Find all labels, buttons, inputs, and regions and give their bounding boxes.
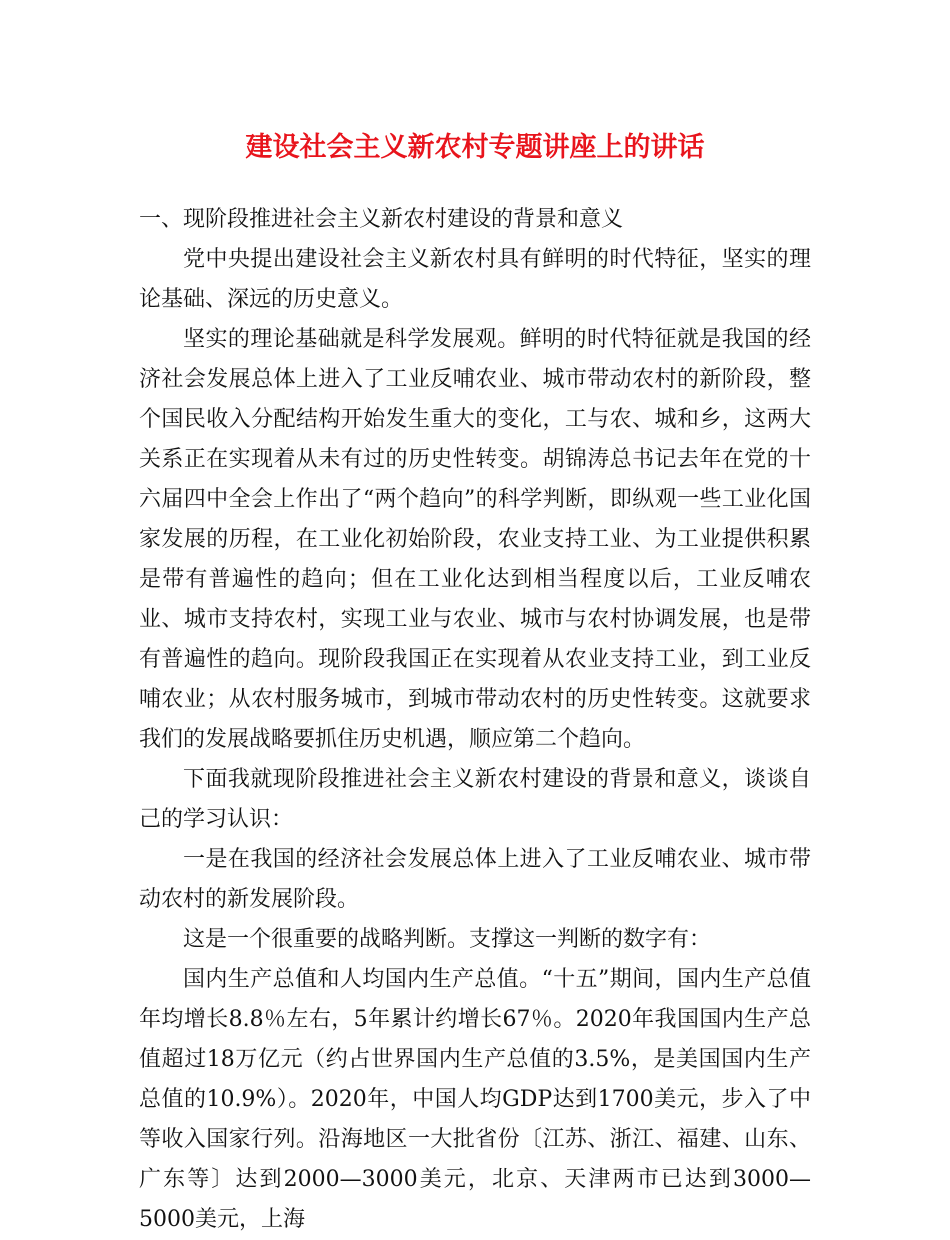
section-heading: 一、现阶段推进社会主义新农村建设的背景和意义: [139, 207, 624, 232]
paragraph: 国内生产总值和人均国内生产总值。“十五”期间，国内生产总值年均增长8.8％左右，5年累计约增长67％。2020年我国国内生产总值超过18万亿元（约占世界国内生产总值的3.5%，是美国国内生产总值的10.9%）。2020年，中国人均GDP达到1700美元，步入了中等收入国家行列。沿海地区一大批省份〔江苏、浙江、福建、山东、广东等〕达到2000—3000美元，北京、天津两市已达到3000—5000美元，上海: [139, 967, 811, 1232]
paragraph: 下面我就现阶段推进社会主义新农村建设的背景和意义，谈谈自己的学习认识：: [139, 767, 811, 832]
document-body: [139, 200, 811, 1240]
paragraph: 党中央提出建设社会主义新农村具有鲜明的时代特征，坚实的理论基础、深远的历史意义。: [139, 247, 811, 312]
document-title: 建设社会主义新农村专题讲座上的讲话: [245, 132, 705, 163]
paragraph: 这是一个很重要的战略判断。支撑这一判断的数字有：: [183, 927, 712, 952]
paragraph: 坚实的理论基础就是科学发展观。鲜明的时代特征就是我国的经济社会发展总体上进入了工业反哺农业、城市带动农村的新阶段，整个国民收入分配结构开始发生重大的变化，工与农、城和乡，这两大关系正在实现着从未有过的历史性转变。胡锦涛总书记去年在党的十六届四中全会上作出了“两个趋向”的科学判断，即纵观一些工业化国家发展的历程，在工业化初始阶段，农业支持工业、为工业提供积累是带有普遍性的趋向；但在工业化达到相当程度以后，工业反哺农业、城市支持农村，实现工业与农业、城市与农村协调发展，也是带有普遍性的趋向。现阶段我国正在实现着从农业支持工业，到工业反哺农业；从农村服务城市，到城市带动农村的历史性转变。这就要求我们的发展战略要抓住历史机遇，顺应第二个趋向。: [139, 327, 811, 752]
paragraph: 一是在我国的经济社会发展总体上进入了工业反哺农业、城市带动农村的新发展阶段。: [139, 847, 811, 912]
